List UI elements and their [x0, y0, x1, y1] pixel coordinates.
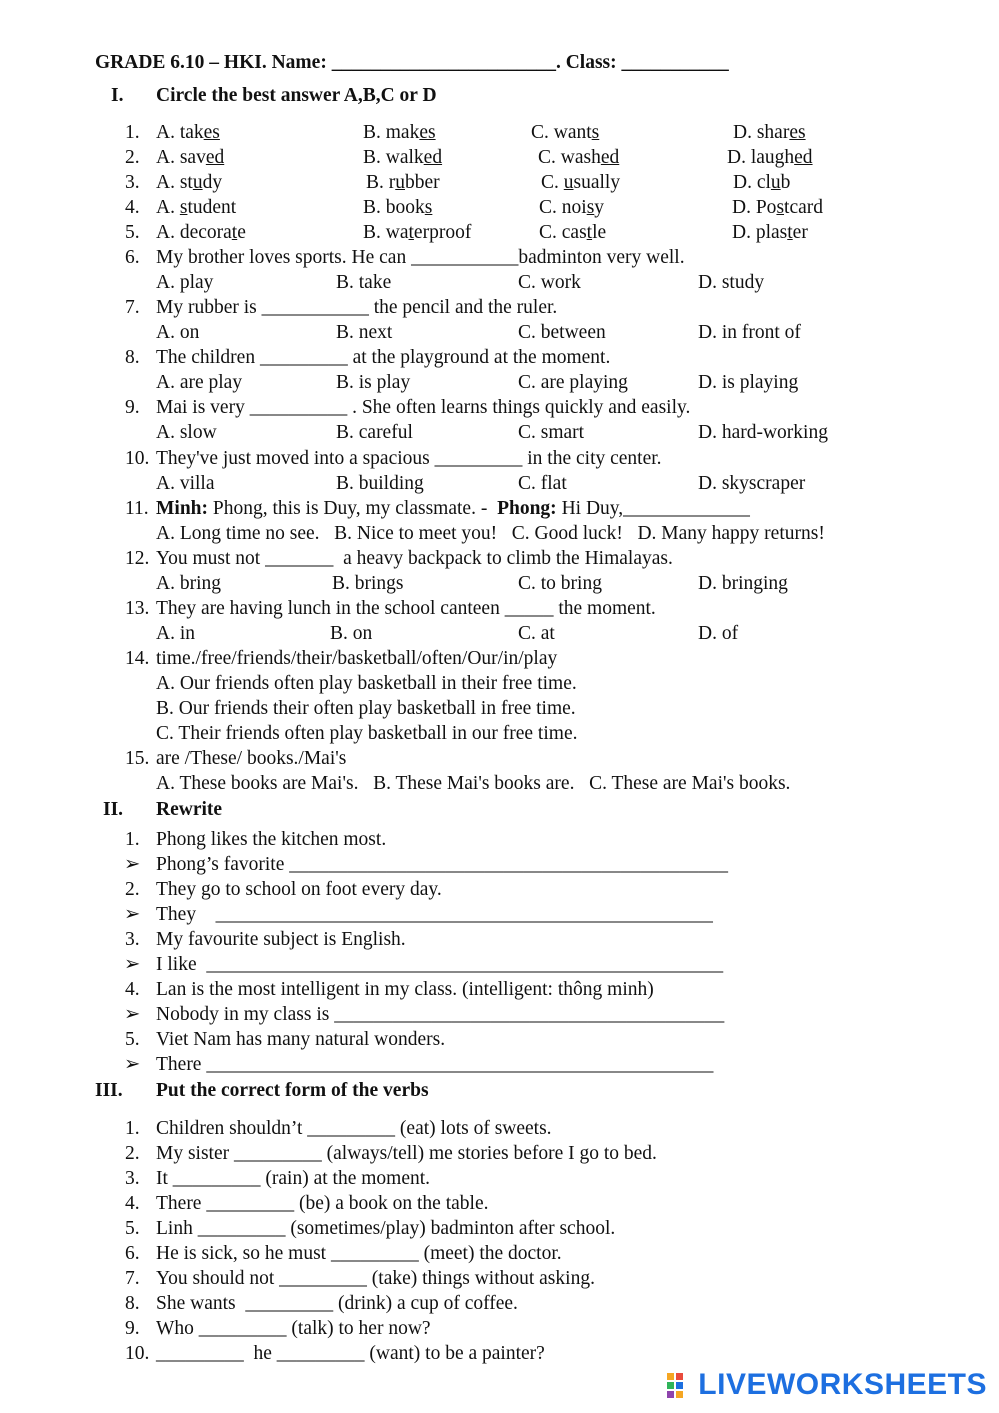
option-text: C. want — [531, 122, 592, 143]
underlined-sound: s — [591, 122, 600, 143]
question-number: 4. — [125, 197, 140, 218]
arrow-bullet-icon: ➢ — [124, 904, 141, 925]
verb-question[interactable]: He is sick, so he must _________ (meet) the doctor. — [156, 1243, 562, 1264]
rewrite-answer-line[interactable]: Phong’s favorite _____________________________________________ — [156, 854, 728, 875]
option-a[interactable]: A. in — [156, 623, 195, 644]
option-text: bber — [405, 172, 440, 193]
option-c[interactable] — [531, 120, 599, 145]
question-number: 15. — [125, 748, 150, 769]
option-c[interactable] — [541, 170, 620, 195]
question-number: 5. — [125, 1029, 140, 1050]
arrow-bullet-icon: ➢ — [124, 1054, 141, 1075]
option-text: B. r — [366, 172, 396, 193]
option-b[interactable] — [363, 145, 442, 170]
option-b[interactable] — [363, 195, 432, 220]
option-b[interactable] — [363, 120, 436, 145]
option-text: er — [792, 222, 808, 243]
question-text: are /These/ books./Mai's — [156, 748, 347, 769]
option-text: y — [594, 197, 605, 218]
question-text: They are having lunch in the school canteen _____ the moment. — [156, 598, 656, 619]
rewrite-answer-line[interactable]: Nobody in my class is ________________________________________ — [156, 1004, 725, 1025]
arrow-bullet-icon: ➢ — [124, 1004, 141, 1025]
option-text: A. — [156, 197, 180, 218]
question-number: 6. — [125, 247, 140, 268]
arrow-bullet-icon: ➢ — [124, 854, 141, 875]
option-d[interactable] — [732, 195, 823, 220]
option-d[interactable]: D. is playing — [698, 372, 799, 393]
verb-question[interactable]: You should not _________ (take) things without asking. — [156, 1268, 595, 1289]
underlined-sound: u — [770, 172, 781, 193]
question-number: 3. — [125, 1168, 140, 1189]
option-text: A. tak — [156, 122, 204, 143]
question-number: 6. — [125, 1243, 140, 1264]
option-a[interactable]: A. slow — [156, 422, 217, 443]
option-a[interactable] — [156, 145, 224, 170]
option-c[interactable] — [538, 145, 619, 170]
option-text: tcard — [784, 197, 824, 218]
question-number: 5. — [125, 1218, 140, 1239]
option-c[interactable] — [539, 195, 604, 220]
original-sentence: Lan is the most intelligent in my class. (intelligent: thông minh) — [156, 979, 654, 1000]
rewrite-answer-line[interactable]: I like _____________________________________________________ — [156, 954, 724, 975]
sentence-options[interactable]: A. These books are Mai's. B. These Mai's books are. C. These are Mai's books. — [156, 773, 791, 794]
question-number: 4. — [125, 1193, 140, 1214]
question-number: 10. — [125, 1343, 150, 1364]
question-text: time./free/friends/their/basketball/often/Our/in/play — [156, 648, 558, 669]
option-a[interactable]: A. Our friends often play basketball in their free time. — [156, 673, 577, 694]
verb-question[interactable]: It _________ (rain) at the moment. — [156, 1168, 431, 1189]
section-2-title: Rewrite — [156, 799, 223, 820]
option-d[interactable]: D. skyscraper — [698, 473, 806, 494]
original-sentence: Phong likes the kitchen most. — [156, 829, 387, 850]
worksheet-header: GRADE 6.10 – HKI. Name: _______________________. Class: ___________ — [95, 52, 729, 73]
option-a[interactable] — [156, 220, 246, 245]
question-number: 10. — [125, 448, 150, 469]
option-c[interactable]: C. smart — [518, 422, 585, 443]
question-text: They've just moved into a spacious _________ in the city center. — [156, 448, 662, 469]
option-text: B. wa — [363, 222, 409, 243]
option-c[interactable]: C. between — [518, 322, 606, 343]
dialogue-line-2: Hi Duy,_____________ — [556, 498, 750, 519]
question-number: 12. — [125, 548, 150, 569]
option-d[interactable] — [732, 220, 808, 245]
question-number: 9. — [125, 1318, 140, 1339]
question-number: 7. — [125, 297, 140, 318]
dialogue-line-1: Phong, this is Duy, my classmate. - — [208, 498, 498, 519]
underlined-sound: s — [776, 197, 785, 218]
question-number: 2. — [125, 1143, 140, 1164]
section-1-title: Circle the best answer A,B,C or D — [156, 85, 437, 106]
question-number: 8. — [125, 347, 140, 368]
question-number: 5. — [125, 222, 140, 243]
option-d[interactable] — [733, 120, 806, 145]
option-text: B. walk — [363, 147, 424, 168]
dialogue-options[interactable]: A. Long time no see. B. Nice to meet you! C. Good luck! D. Many happy returns! — [156, 523, 825, 544]
question-number: 1. — [125, 1118, 140, 1139]
section-3-number: III. — [95, 1080, 123, 1101]
underlined-sound: s — [179, 197, 188, 218]
option-b[interactable]: B. next — [336, 322, 393, 343]
option-c[interactable]: C. to bring — [518, 573, 602, 594]
option-text: D. shar — [733, 122, 790, 143]
option-b[interactable]: B. careful — [336, 422, 413, 443]
question-number: 14. — [125, 648, 150, 669]
underlined-sound: ed — [600, 147, 620, 168]
question-number: 11. — [125, 498, 149, 519]
underlined-sound: es — [203, 122, 220, 143]
option-text: erproof — [413, 222, 472, 243]
liveworksheets-logo[interactable] — [666, 1367, 987, 1403]
option-text: A. decora — [156, 222, 232, 243]
original-sentence: Viet Nam has many natural wonders. — [156, 1029, 446, 1050]
option-c[interactable]: C. Their friends often play basketball in our free time. — [156, 723, 578, 744]
option-a[interactable] — [156, 195, 236, 220]
verb-question[interactable]: Linh _________ (sometimes/play) badminton after school. — [156, 1218, 616, 1239]
question-number: 3. — [125, 929, 140, 950]
speaker-phong: Phong: — [497, 498, 557, 519]
option-b[interactable]: B. building — [336, 473, 424, 494]
underlined-sound: es — [789, 122, 806, 143]
option-a[interactable]: A. on — [156, 322, 200, 343]
section-3-title: Put the correct form of the verbs — [156, 1080, 429, 1101]
liveworksheets-logo-icon — [666, 1371, 694, 1399]
option-d[interactable] — [733, 170, 790, 195]
underlined-sound: t — [787, 222, 793, 243]
option-d[interactable]: D. study — [698, 272, 765, 293]
rewrite-answer-line[interactable]: They ___________________________________________________ — [156, 904, 713, 925]
underlined-sound: u — [192, 172, 203, 193]
question-text: My rubber is ___________ the pencil and the ruler. — [156, 297, 558, 318]
underlined-sound: ed — [423, 147, 443, 168]
section-1-number: I. — [111, 85, 124, 106]
option-d[interactable]: D. hard-working — [698, 422, 828, 443]
arrow-bullet-icon: ➢ — [124, 954, 141, 975]
option-d[interactable]: D. in front of — [698, 322, 801, 343]
question-number: 2. — [125, 147, 140, 168]
question-number: 2. — [125, 879, 140, 900]
question-text: Mai is very __________ . She often learns things quickly and easily. — [156, 397, 691, 418]
option-c[interactable]: C. are playing — [518, 372, 628, 393]
underlined-sound: t — [586, 222, 593, 243]
question-text: The children _________ at the playground at the moment. — [156, 347, 611, 368]
option-text: D. plas — [732, 222, 788, 243]
underlined-sound: ed — [794, 147, 813, 168]
option-text: C. wash — [538, 147, 601, 168]
option-c[interactable]: C. work — [518, 272, 581, 293]
verb-question[interactable]: _________ he _________ (want) to be a painter? — [156, 1343, 545, 1364]
option-text: C. cas — [539, 222, 587, 243]
original-sentence: My favourite subject is English. — [156, 929, 406, 950]
liveworksheets-logo-text: LIVEWORKSHEETS — [698, 1368, 987, 1401]
option-text: A. sav — [156, 147, 206, 168]
option-b[interactable]: B. on — [330, 623, 373, 644]
option-text: C. noi — [539, 197, 587, 218]
rewrite-answer-line[interactable]: There ____________________________________________________ — [156, 1054, 714, 1075]
option-a[interactable]: A. play — [156, 272, 214, 293]
underlined-sound: s — [424, 197, 433, 218]
option-c[interactable] — [539, 220, 606, 245]
option-text: D. laugh — [727, 147, 795, 168]
option-text: A. st — [156, 172, 193, 193]
verb-question[interactable]: Children shouldn’t _________ (eat) lots of sweets. — [156, 1118, 552, 1139]
question-number: 13. — [125, 598, 150, 619]
option-text: C. — [541, 172, 564, 193]
verb-question[interactable]: My sister _________ (always/tell) me stories before I go to bed. — [156, 1143, 657, 1164]
option-b[interactable]: B. Our friends their often play basketball in free time. — [156, 698, 576, 719]
option-text: b — [780, 172, 791, 193]
option-text: tudent — [187, 197, 237, 218]
underlined-sound: s — [586, 197, 595, 218]
underlined-sound: u — [395, 172, 405, 193]
underlined-sound: t — [408, 222, 414, 243]
verb-question[interactable]: Who _________ (talk) to her now? — [156, 1318, 431, 1339]
underlined-sound: es — [419, 122, 436, 143]
option-b[interactable]: B. brings — [332, 573, 404, 594]
question-number: 1. — [125, 122, 140, 143]
question-number: 4. — [125, 979, 140, 1000]
underlined-sound: u — [563, 172, 574, 193]
option-text: D. Po — [732, 197, 777, 218]
option-a[interactable] — [156, 170, 222, 195]
question-number: 1. — [125, 829, 140, 850]
option-c[interactable]: C. flat — [518, 473, 567, 494]
option-a[interactable]: A. are play — [156, 372, 243, 393]
question-text: My brother loves sports. He can ___________badminton very well. — [156, 247, 685, 268]
option-d[interactable]: D. bringing — [698, 573, 788, 594]
option-text: B. mak — [363, 122, 420, 143]
underlined-sound: t — [231, 222, 238, 243]
question-number: 8. — [125, 1293, 140, 1314]
option-c[interactable]: C. at — [518, 623, 555, 644]
option-a[interactable]: A. villa — [156, 473, 215, 494]
option-text: B. book — [363, 197, 425, 218]
speaker-minh: Minh: — [156, 498, 209, 519]
option-text: D. cl — [733, 172, 771, 193]
underlined-sound: ed — [205, 147, 225, 168]
option-d[interactable] — [727, 145, 813, 170]
option-text: le — [592, 222, 607, 243]
option-a[interactable] — [156, 120, 220, 145]
original-sentence: They go to school on foot every day. — [156, 879, 442, 900]
option-b[interactable]: B. take — [336, 272, 392, 293]
verb-question[interactable]: She wants _________ (drink) a cup of coffee. — [156, 1293, 518, 1314]
option-b[interactable]: B. is play — [336, 372, 411, 393]
question-number: 9. — [125, 397, 140, 418]
option-text: e — [237, 222, 246, 243]
question-number: 7. — [125, 1268, 140, 1289]
question-number: 3. — [125, 172, 140, 193]
question-text: You must not _______ a heavy backpack to climb the Himalayas. — [156, 548, 673, 569]
section-2-number: II. — [103, 799, 124, 820]
option-b[interactable] — [366, 170, 440, 195]
option-d[interactable]: D. of — [698, 623, 739, 644]
option-text: dy — [202, 172, 223, 193]
option-a[interactable]: A. bring — [156, 573, 221, 594]
option-text: sually — [573, 172, 621, 193]
option-b[interactable] — [363, 220, 471, 245]
dialogue-question — [156, 496, 750, 521]
verb-question[interactable]: There _________ (be) a book on the table. — [156, 1193, 489, 1214]
